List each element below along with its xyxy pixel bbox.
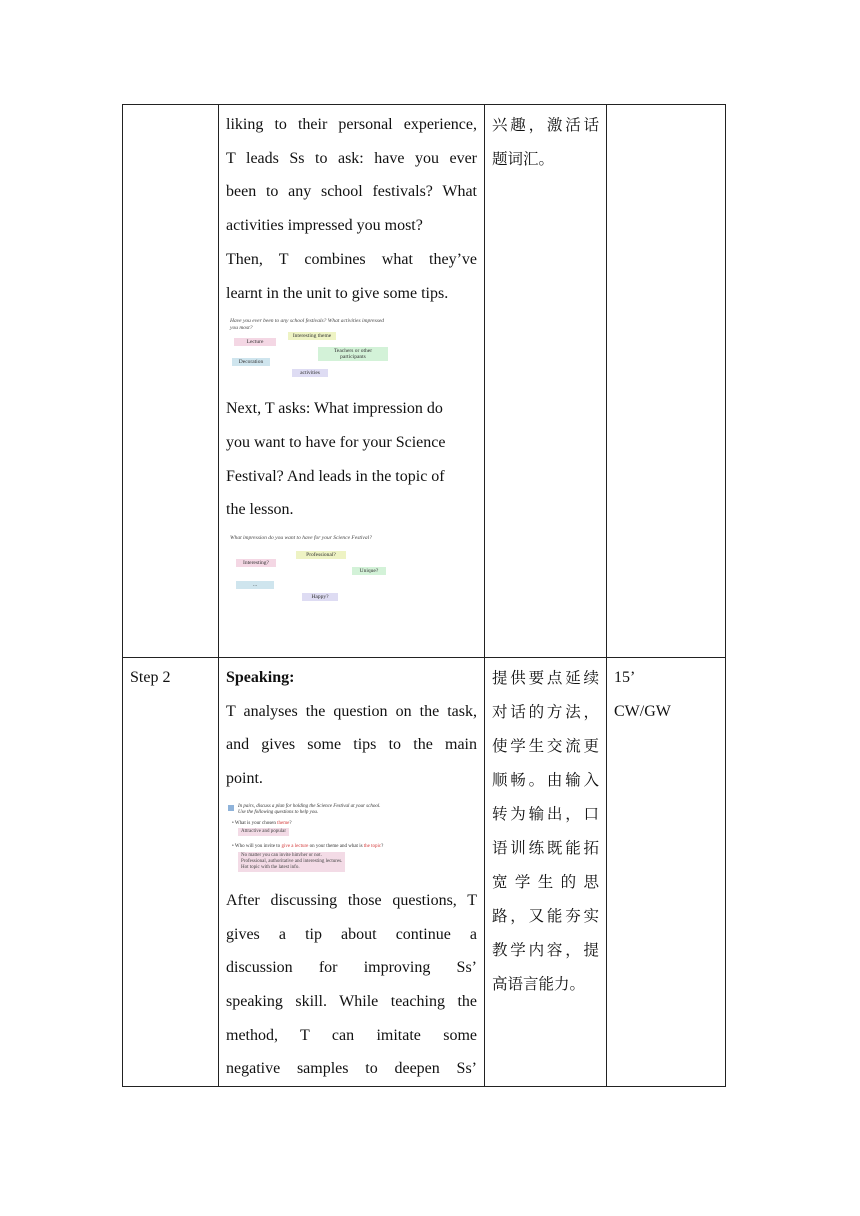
text-line: speaking skill. While teaching the	[226, 992, 477, 1010]
text-line: discussion for improving Ss’	[226, 959, 477, 977]
text-line: 转为输出，口	[492, 805, 599, 823]
text-line: 顺畅。由输入	[492, 771, 599, 789]
text-line: 对话的方法，	[492, 703, 599, 721]
text-line: T analyses the question on the task,	[226, 702, 477, 720]
text-line: activities impressed you most?	[226, 217, 423, 235]
slide-question: What impression do you want to have for your Science Festival?	[230, 535, 372, 542]
step-label: Step 2	[130, 669, 171, 686]
chip: Lecture	[234, 338, 276, 346]
text-line: Festival? And leads in the topic of	[226, 467, 445, 485]
task-line: Use the following questions to help you.	[238, 809, 319, 815]
text-line: liking to their personal experience,	[226, 116, 477, 133]
time-cell	[607, 105, 726, 658]
procedure-cell	[219, 658, 485, 1087]
lesson-plan-table	[122, 104, 726, 1087]
text-line: Next, T asks: What impression do	[226, 400, 443, 418]
text-line: been to any school festivals? What	[226, 183, 477, 201]
procedure-cell	[219, 105, 485, 658]
text-line: 高语言能力。	[492, 975, 586, 993]
time-label	[614, 105, 718, 108]
purpose-cell	[485, 105, 607, 658]
text-line: 兴趣，激活话	[492, 116, 599, 134]
text-line: 教学内容，提	[492, 941, 599, 959]
chip: activities	[292, 369, 328, 377]
slide-question: Have you ever been to any school festivals? What activities impressed you most?	[230, 318, 385, 332]
text-line: negative samples to deepen Ss’	[226, 1060, 477, 1078]
chip: Unique?	[352, 567, 386, 575]
slide-icon	[228, 805, 234, 811]
chip: ...	[236, 581, 274, 589]
slide-thumbnail-task	[228, 804, 400, 878]
step-label	[130, 105, 211, 108]
text-line: T leads Ss to ask: have you ever	[226, 149, 477, 167]
chip: Decoration	[232, 358, 270, 366]
table-row	[123, 658, 726, 1087]
grouping-label: CW/GW	[614, 702, 671, 720]
chip: Professional?	[296, 551, 346, 559]
question-line: • What is your chosen theme?	[232, 820, 292, 826]
text-line: 题词汇。	[492, 150, 555, 168]
text-line: 宽学生的思	[492, 873, 599, 891]
text-line: 路，又能夯实	[492, 907, 599, 925]
time-cell	[607, 658, 726, 1087]
text-line: gives a tip about continue a	[226, 925, 477, 943]
step-cell	[123, 105, 219, 658]
text-line: learnt in the unit to give some tips.	[226, 284, 449, 302]
step-cell	[123, 658, 219, 1087]
purpose-cell	[485, 658, 607, 1087]
section-heading: Speaking:	[226, 669, 295, 686]
question-line: • Who will you invite to give a lecture on your theme and what is the topic?	[232, 843, 384, 849]
time-label: 15’	[614, 669, 636, 686]
answer-box: No matter you can invite him/her or not. Professional, authoritative and interesting lectures. Hot topic with the latest info.	[238, 852, 345, 872]
text-line: the lesson.	[226, 501, 294, 519]
chip: Happy?	[302, 593, 338, 601]
text-line: you want to have for your Science	[226, 433, 446, 451]
table-row	[123, 105, 726, 658]
text-line: 提供要点延续	[492, 669, 599, 687]
text-line: 语训练既能拓	[492, 839, 599, 857]
slide-thumbnail-impression	[230, 535, 390, 607]
chip: Interesting?	[236, 559, 276, 567]
chip: Teachers or other participants	[318, 347, 388, 361]
chip: Interesting theme	[288, 332, 336, 340]
task-line: In pairs, discuss a plan for holding the Science Festival at your school.	[238, 803, 381, 809]
text-line: 使学生交流更	[492, 737, 599, 755]
text-line: and gives some tips to the main	[226, 736, 477, 754]
text-line: method, T can imitate some	[226, 1026, 477, 1044]
text-line: point.	[226, 770, 263, 788]
slide-thumbnail-school-festivals	[230, 318, 390, 382]
answer-box: Attractive and popular	[238, 828, 289, 836]
text-line: Then, T combines what they’ve	[226, 250, 477, 268]
text-line: After discussing those questions, T	[226, 891, 477, 909]
